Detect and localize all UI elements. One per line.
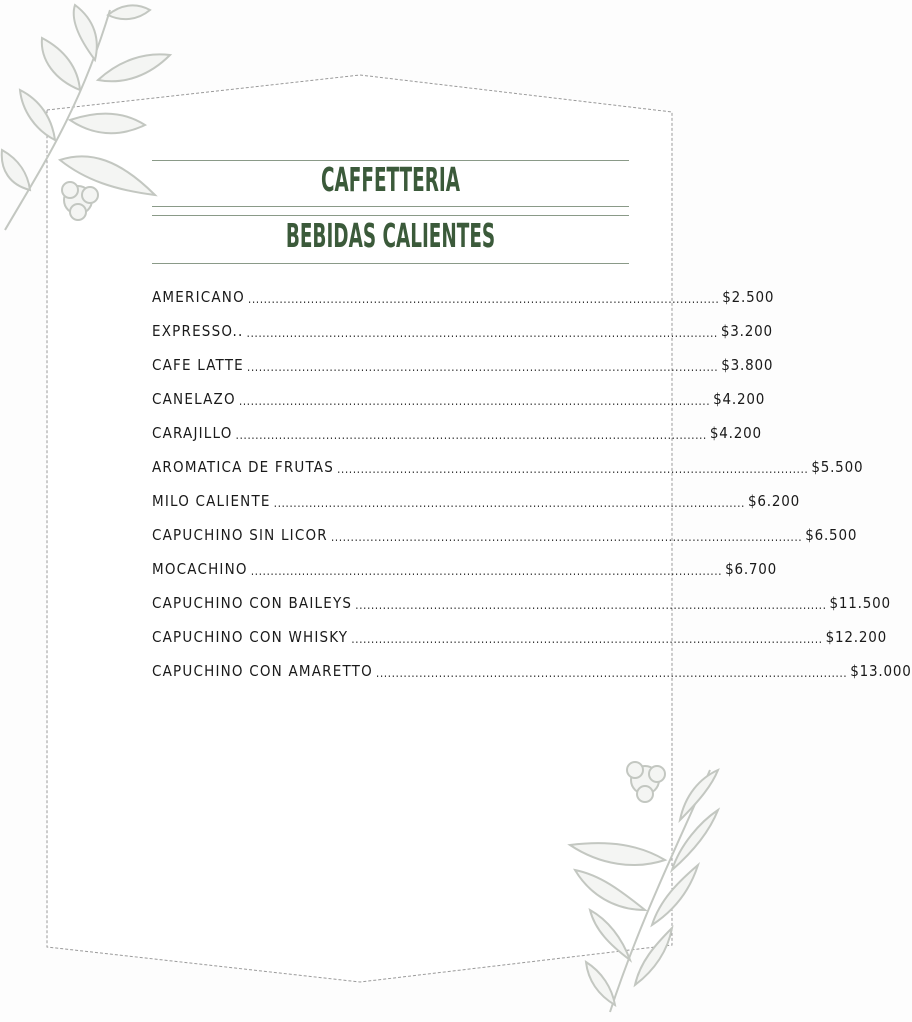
menu-item xyxy=(152,484,800,518)
menu-item xyxy=(152,654,912,688)
title-bottom-rule xyxy=(152,206,629,207)
menu-item xyxy=(152,552,778,586)
item-price: $4.200 xyxy=(713,390,766,408)
item-name: CAPUCHINO CON WHISKY xyxy=(152,628,349,646)
menu-item xyxy=(152,314,773,348)
menu-item xyxy=(152,450,864,484)
dot-leader: ........................................................................................................................ xyxy=(351,632,823,646)
dot-leader: ........................................................................................................................ xyxy=(246,326,718,340)
item-name: MOCACHINO xyxy=(152,560,248,578)
item-name: MILO CALIENTE xyxy=(152,492,271,510)
menu-title: CAFFETTERIA xyxy=(321,160,460,199)
menu-list xyxy=(152,280,912,688)
item-price: $5.500 xyxy=(811,458,864,476)
menu-item xyxy=(152,620,887,654)
item-name: CAPUCHINO CON BAILEYS xyxy=(152,594,353,612)
item-price: $6.200 xyxy=(747,492,800,510)
menu-item xyxy=(152,518,858,552)
dot-leader: ........................................................................................................................ xyxy=(355,598,827,612)
item-price: $2.500 xyxy=(722,288,775,306)
item-name: AROMATICA DE FRUTAS xyxy=(152,458,334,476)
item-price: $6.500 xyxy=(805,526,858,544)
item-price: $3.200 xyxy=(720,322,773,340)
menu-item xyxy=(152,416,762,450)
dot-leader: ........................................................................................................................ xyxy=(247,292,720,306)
item-name: EXPRESSO.. xyxy=(152,322,244,340)
menu-subtitle: BEBIDAS CALIENTES xyxy=(285,216,496,255)
item-name: CARAJILLO xyxy=(152,424,233,442)
dot-leader: ........................................................................................................................ xyxy=(235,428,707,442)
item-price: $13.000 xyxy=(850,662,912,680)
dot-leader: ........................................................................................................................ xyxy=(375,666,848,680)
item-name: AMERICANO xyxy=(152,288,245,306)
dot-leader: ........................................................................................................................ xyxy=(250,564,723,578)
menu-item xyxy=(152,348,774,382)
item-name: CAFE LATTE xyxy=(152,356,244,374)
subtitle-bottom-rule xyxy=(152,263,629,264)
item-name: CANELAZO xyxy=(152,390,236,408)
menu-item xyxy=(152,280,775,314)
dot-leader: ........................................................................................................................ xyxy=(330,530,803,544)
menu-item xyxy=(152,586,891,620)
dot-leader: ........................................................................................................................ xyxy=(238,394,711,408)
item-price: $11.500 xyxy=(829,594,891,612)
dot-leader: ........................................................................................................................ xyxy=(246,360,719,374)
item-name: CAPUCHINO CON AMARETTO xyxy=(152,662,373,680)
item-name: CAPUCHINO SIN LICOR xyxy=(152,526,328,544)
menu-item xyxy=(152,382,766,416)
item-price: $12.200 xyxy=(825,628,887,646)
item-price: $6.700 xyxy=(725,560,778,578)
item-price: $3.800 xyxy=(721,356,774,374)
dot-leader: ........................................................................................................................ xyxy=(273,496,745,510)
item-price: $4.200 xyxy=(709,424,762,442)
dot-leader: ........................................................................................................................ xyxy=(337,462,809,476)
